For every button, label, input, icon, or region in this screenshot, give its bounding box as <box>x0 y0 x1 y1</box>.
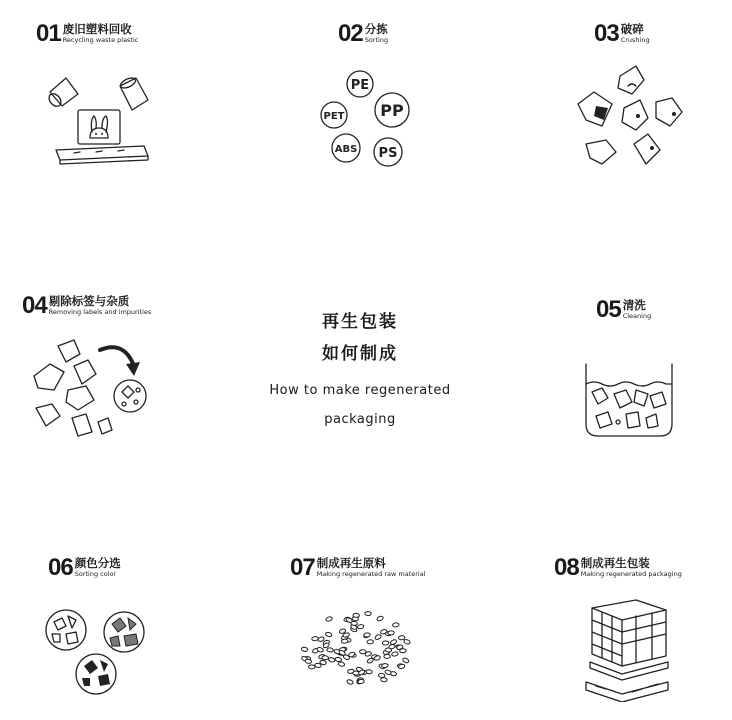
pellet <box>390 639 398 646</box>
recycling-waste-plastic-illustration <box>44 70 164 170</box>
fragment <box>614 390 632 408</box>
step-number: 05 <box>596 296 621 323</box>
pellets-illustration <box>296 604 416 694</box>
pellet <box>301 647 308 652</box>
step-title-zh: 清洗 <box>622 298 646 312</box>
arrow-icon <box>100 347 134 366</box>
cup-icon <box>47 78 78 109</box>
fragment <box>634 390 648 406</box>
fragment <box>586 140 616 164</box>
step-title-zh: 颜色分选 <box>74 556 121 570</box>
pellet <box>388 631 395 636</box>
fragment <box>626 412 640 428</box>
bunny-box-icon <box>78 110 120 144</box>
fragment <box>618 66 644 94</box>
pellet <box>346 679 353 685</box>
subtitle-line1: How to make regenerated <box>269 383 451 398</box>
black-flakes-circle <box>76 654 116 694</box>
fragment <box>66 386 94 410</box>
step-title-en: Making regenerated packaging <box>580 570 682 578</box>
pellet <box>385 648 392 653</box>
pellet <box>391 651 398 656</box>
step-number: 03 <box>594 20 619 47</box>
pellet <box>338 661 345 666</box>
fragment <box>98 418 112 434</box>
cleaning-illustration <box>582 360 676 440</box>
step-title-zh: 废旧塑料回收 <box>62 22 132 36</box>
step-title-en: Cleaning <box>622 312 652 320</box>
plastic-label: PE <box>350 78 370 93</box>
fragment <box>650 392 666 408</box>
fragment <box>74 360 96 384</box>
plastic-label: PS <box>378 146 398 161</box>
plastic-label: ABS <box>334 144 358 155</box>
pellet <box>376 615 383 621</box>
stacked-boxes-icon <box>592 600 666 666</box>
bottle-icon <box>119 76 148 110</box>
pellet <box>384 654 391 658</box>
removing-labels-illustration <box>30 336 170 442</box>
pellet <box>335 657 342 662</box>
step-title-zh: 破碎 <box>620 22 644 36</box>
pellet <box>325 632 332 638</box>
step-title-en: Sorting <box>364 36 389 44</box>
step-03-heading <box>594 22 650 46</box>
fragment <box>656 98 682 126</box>
step-number: 08 <box>554 554 579 581</box>
fragment <box>634 134 660 164</box>
step-07-heading <box>290 556 426 580</box>
pellet <box>380 677 387 682</box>
subtitle-line2: packaging <box>324 412 396 427</box>
pellet <box>392 623 399 628</box>
step-title-zh: 制成再生包装 <box>580 556 650 570</box>
pellet <box>312 636 319 641</box>
step-title-en: Removing labels and impurities <box>48 308 152 316</box>
regenerated-packaging-illustration <box>582 598 676 702</box>
crushing-illustration <box>572 64 688 170</box>
title-line2: 如何制成 <box>322 344 398 364</box>
pellet <box>374 634 382 641</box>
step-01-heading <box>36 22 138 46</box>
step-06-heading <box>48 556 121 580</box>
step-title-en: Making regenerated raw material <box>316 570 426 578</box>
fragment <box>58 340 80 362</box>
pellet <box>364 632 371 637</box>
fragment <box>646 414 658 428</box>
pellet <box>341 639 348 644</box>
pallet-icon <box>56 146 148 164</box>
fragment <box>596 412 612 428</box>
step-number: 07 <box>290 554 315 581</box>
fragment <box>34 364 64 390</box>
pellet <box>328 657 335 663</box>
step-04-heading <box>22 294 151 318</box>
pellet <box>398 635 405 640</box>
step-title-zh: 制成再生原料 <box>316 556 386 570</box>
fragment <box>36 404 60 426</box>
step-title-zh: 分拣 <box>364 22 388 36</box>
pellet <box>382 663 389 668</box>
pellet <box>325 616 332 622</box>
plastic-label: PP <box>380 101 404 120</box>
fragment <box>592 388 608 404</box>
step-02-heading <box>338 22 388 46</box>
pellet <box>308 665 315 669</box>
pellet <box>402 657 410 664</box>
plastic-label: PET <box>323 111 345 122</box>
step-title-en: Recycling waste plastic <box>62 36 139 44</box>
pellet <box>327 647 334 652</box>
pellet <box>384 669 391 675</box>
step-number: 04 <box>22 292 47 319</box>
step-title-en: Crushing <box>620 36 650 44</box>
pallet-icon <box>586 662 668 702</box>
step-number: 01 <box>36 20 61 47</box>
plastic-sorting-illustration <box>316 66 416 170</box>
title-line1: 再生包装 <box>322 312 398 332</box>
fragment <box>72 414 92 436</box>
pellet <box>357 624 364 629</box>
step-number: 06 <box>48 554 73 581</box>
center-title <box>260 306 460 434</box>
pellet <box>382 641 389 645</box>
pellet <box>403 639 410 645</box>
fragment <box>622 100 648 130</box>
pellet <box>367 639 374 644</box>
white-flakes-circle <box>46 610 86 650</box>
step-title-en: Sorting color <box>74 570 117 578</box>
pellet <box>365 611 372 615</box>
step-05-heading <box>596 298 651 322</box>
color-sorting-illustration <box>42 608 150 698</box>
step-08-heading <box>554 556 682 580</box>
step-number: 02 <box>338 20 363 47</box>
pellet <box>322 656 329 660</box>
step-title-zh: 剔除标签与杂质 <box>48 294 130 308</box>
pellet <box>353 613 359 617</box>
grey-flakes-circle <box>104 612 144 652</box>
